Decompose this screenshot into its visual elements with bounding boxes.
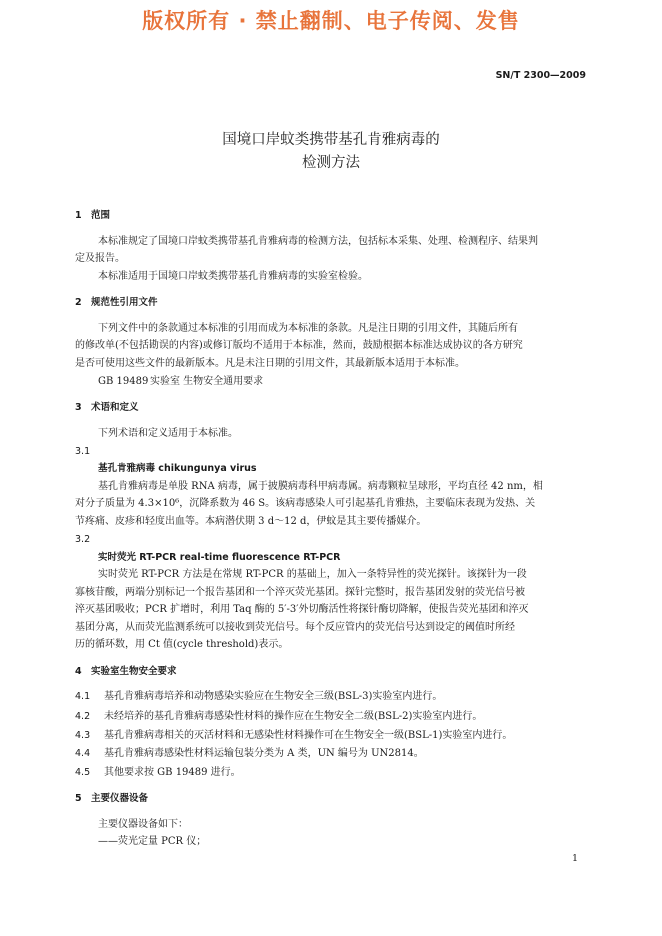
term-3-1-number: 3.1 (75, 446, 91, 457)
section-1-number: 1 (75, 210, 82, 221)
section-1-paragraph-1-line-1: 本标准规定了国境口岸蚊类携带基孔肯雅病毒的检测方法，包括标本采集、处理、检测程序、结果判 (98, 236, 538, 247)
document-title-line-2: 检测方法 (302, 155, 360, 171)
reference-title: 实验室 生物安全通用要求 (150, 376, 264, 387)
clause-4-2-text: 未经培养的基孔肯雅病毒感染性材料的操作应在生物安全二级(BSL-2)实验室内进行。 (104, 711, 483, 722)
section-1-paragraph-1-line-2: 定及报告。 (75, 253, 125, 264)
section-2-number: 2 (75, 297, 82, 308)
term-3-1-line-3: 节疼痛、皮疹和轻度出血等。本病潜伏期 3 d～12 d，伊蚊是其主要传播媒介。 (75, 516, 427, 527)
equipment-item-1: ——荧光定量 PCR 仪； (98, 836, 207, 847)
reference-code: GB 19489 (98, 376, 149, 387)
section-2-paragraph-line-2: 的修改单(不包括勘误的内容)或修订版均不适用于本标准，然而，鼓励根据本标准达成协议的各方研究 (75, 340, 523, 351)
section-1-heading: 范围 (91, 210, 111, 221)
section-3-number: 3 (75, 402, 82, 413)
section-2-paragraph-line-1: 下列文件中的条款通过本标准的引用而成为本标准的条款。凡是注日期的引用文件，其随后所有 (98, 323, 518, 334)
clause-4-5-number: 4.5 (75, 767, 91, 778)
copyright-banner: 版权所有 · 禁止翻制、电子传阅、发售 (142, 9, 520, 33)
term-3-1-title: 基孔肯雅病毒 chikungunya virus (98, 463, 257, 474)
section-4-heading: 实验室生物安全要求 (91, 666, 177, 677)
section-4-number: 4 (75, 666, 82, 677)
clause-4-5-text: 其他要求按 GB 19489 进行。 (104, 767, 241, 778)
clause-4-4-number: 4.4 (75, 748, 91, 759)
clause-4-3-text: 基孔肯雅病毒相关的灭活材料和无感染性材料操作可在生物安全一级(BSL-1)实验室内进行。 (104, 730, 513, 741)
term-3-2-line-4: 基团分离，从而荧光监测系统可以接收到荧光信号。每个反应管内的荧光信号达到设定的阈值时所经 (75, 622, 515, 633)
term-3-2-line-5: 历的循环数，用 Ct 值(cycle threshold)表示。 (75, 639, 289, 650)
section-1-paragraph-2: 本标准适用于国境口岸蚊类携带基孔肯雅病毒的实验室检验。 (98, 271, 368, 282)
term-3-2-number: 3.2 (75, 534, 91, 545)
section-5-number: 5 (75, 793, 82, 804)
term-3-1-line-2: 对分子质量为 4.3×10⁶，沉降系数为 46 S。该病毒感染人可引起基孔肯雅热，主要临床表现为发热、关 (75, 498, 536, 509)
clause-4-4-text: 基孔肯雅病毒感染性材料运输包装分类为 A 类，UN 编号为 UN2814。 (104, 748, 424, 759)
clause-4-1-text: 基孔肯雅病毒培养和动物感染实验应在生物安全三级(BSL-3)实验室内进行。 (104, 691, 443, 702)
term-3-2-line-3: 淬灭基团吸收；PCR 扩增时，利用 Taq 酶的 5′-3′外切酶活性将探针酶切降解，使报告荧光基团和淬灭 (75, 604, 529, 615)
term-3-1-line-1: 基孔肯雅病毒是单股 RNA 病毒，属于披膜病毒科甲病毒属。病毒颗粒呈球形，平均直径 42 nm，相 (98, 481, 543, 492)
section-3-intro: 下列术语和定义适用于本标准。 (98, 428, 238, 439)
document-title-line-1: 国境口岸蚊类携带基孔肯雅病毒的 (222, 132, 440, 148)
standard-number: SN/T 2300—2009 (495, 70, 586, 81)
section-5-heading: 主要仪器设备 (91, 793, 149, 804)
term-3-2-title: 实时荧光 RT-PCR real-time fluorescence RT-PCR (98, 552, 341, 563)
section-2-paragraph-line-3: 是否可使用这些文件的最新版本。凡是未注日期的引用文件，其最新版本适用于本标准。 (75, 358, 465, 369)
clause-4-2-number: 4.2 (75, 711, 91, 722)
clause-4-1-number: 4.1 (75, 691, 91, 702)
term-3-2-line-1: 实时荧光 RT-PCR 方法是在常规 RT-PCR 的基础上，加入一条特异性的荧光探针。该探针为一段 (98, 569, 527, 580)
section-5-intro: 主要仪器设备如下： (98, 819, 188, 830)
section-2-heading: 规范性引用文件 (91, 297, 158, 308)
section-3-heading: 术语和定义 (91, 402, 139, 413)
page-number: 1 (571, 853, 578, 864)
clause-4-3-number: 4.3 (75, 730, 91, 741)
term-3-2-line-2: 寡核苷酸，两端分别标记一个报告基团和一个淬灭荧光基团。探针完整时，报告基团发射的荧光信号被 (75, 587, 525, 598)
